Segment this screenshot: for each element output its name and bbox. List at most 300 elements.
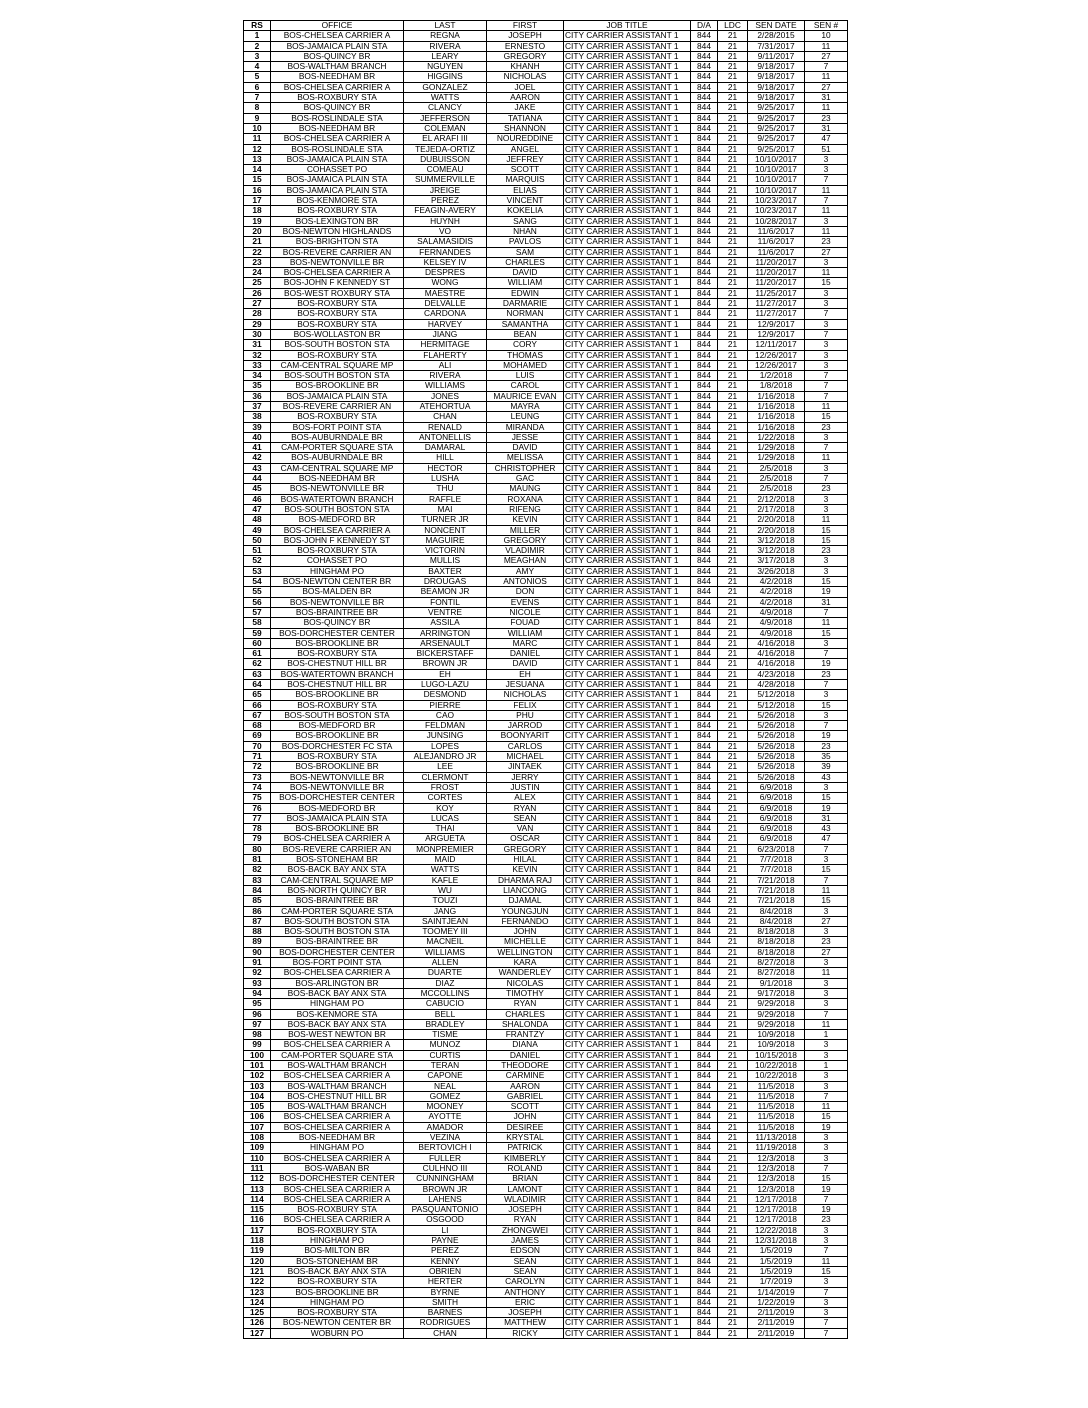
cell-job-title: CITY CARRIER ASSISTANT 1 (564, 1266, 691, 1276)
table-row (244, 700, 848, 710)
cell-job-title: CITY CARRIER ASSISTANT 1 (564, 875, 691, 885)
cell-ldc: 21 (718, 1215, 748, 1225)
cell-job-title: CITY CARRIER ASSISTANT 1 (564, 1081, 691, 1091)
table-row (244, 309, 848, 319)
cell-ldc: 21 (718, 793, 748, 803)
cell-office: BOS-WATERTOWN BRANCH (271, 669, 404, 679)
cell-office: BOS-ROXBURY STA (271, 319, 404, 329)
cell-sen-num: 3 (805, 1081, 848, 1091)
cell-job-title: CITY CARRIER ASSISTANT 1 (564, 319, 691, 329)
cell-sen-num: 31 (805, 93, 848, 103)
cell-last: ARGUETA (404, 834, 487, 844)
cell-office: BOS-ROXBURY STA (271, 309, 404, 319)
cell-job-title: CITY CARRIER ASSISTANT 1 (564, 556, 691, 566)
cell-sen-num: 51 (805, 144, 848, 154)
table-row (244, 844, 848, 854)
cell-sen-num: 3 (805, 504, 848, 514)
cell-job-title: CITY CARRIER ASSISTANT 1 (564, 772, 691, 782)
table-row (244, 103, 848, 113)
cell-sen-date: 11/13/2018 (748, 1133, 805, 1143)
cell-rs: 26 (244, 288, 271, 298)
cell-rs: 15 (244, 175, 271, 185)
table-row (244, 618, 848, 628)
cell-rs: 37 (244, 401, 271, 411)
column-header-sen-num: SEN # (805, 21, 848, 31)
cell-rs: 46 (244, 494, 271, 504)
cell-last: VEZINA (404, 1133, 487, 1143)
cell-da: 844 (691, 834, 718, 844)
cell-sen-num: 3 (805, 154, 848, 164)
table-row (244, 834, 848, 844)
cell-sen-num: 3 (805, 360, 848, 370)
cell-office: BOS-CHELSEA CARRIER A (271, 834, 404, 844)
cell-sen-date: 5/26/2018 (748, 741, 805, 751)
cell-rs: 42 (244, 453, 271, 463)
cell-da: 844 (691, 350, 718, 360)
table-row (244, 865, 848, 875)
cell-job-title: CITY CARRIER ASSISTANT 1 (564, 844, 691, 854)
cell-da: 844 (691, 463, 718, 473)
cell-office: BOS-CHELSEA CARRIER A (271, 1194, 404, 1204)
cell-rs: 22 (244, 247, 271, 257)
table-row (244, 546, 848, 556)
cell-first: KEVIN (487, 865, 564, 875)
cell-office: HINGHAM PO (271, 1236, 404, 1246)
cell-rs: 58 (244, 618, 271, 628)
cell-office: BOS-SOUTH BOSTON STA (271, 340, 404, 350)
seniority-document (243, 20, 847, 1339)
cell-sen-date: 6/9/2018 (748, 782, 805, 792)
cell-da: 844 (691, 782, 718, 792)
cell-office: HINGHAM PO (271, 1143, 404, 1153)
cell-rs: 94 (244, 988, 271, 998)
cell-da: 844 (691, 1308, 718, 1318)
cell-da: 844 (691, 680, 718, 690)
cell-first: TIMOTHY (487, 988, 564, 998)
cell-first: SEAN (487, 1266, 564, 1276)
cell-job-title: CITY CARRIER ASSISTANT 1 (564, 515, 691, 525)
table-row (244, 134, 848, 144)
cell-sen-date: 9/17/2018 (748, 988, 805, 998)
cell-rs: 70 (244, 741, 271, 751)
cell-office: BOS-WEST ROXBURY STA (271, 288, 404, 298)
table-row (244, 1174, 848, 1184)
cell-last: CHAN (404, 412, 487, 422)
cell-job-title: CITY CARRIER ASSISTANT 1 (564, 649, 691, 659)
cell-office: BOS-ROXBURY STA (271, 299, 404, 309)
cell-last: ARRINGTON (404, 628, 487, 638)
cell-sen-date: 6/9/2018 (748, 824, 805, 834)
cell-da: 844 (691, 391, 718, 401)
table-row (244, 793, 848, 803)
cell-da: 844 (691, 412, 718, 422)
cell-rs: 119 (244, 1246, 271, 1256)
table-row (244, 51, 848, 61)
table-row (244, 947, 848, 957)
cell-ldc: 21 (718, 968, 748, 978)
cell-sen-date: 1/16/2018 (748, 422, 805, 432)
cell-job-title: CITY CARRIER ASSISTANT 1 (564, 288, 691, 298)
cell-ldc: 21 (718, 371, 748, 381)
cell-ldc: 21 (718, 196, 748, 206)
cell-da: 844 (691, 659, 718, 669)
table-row (244, 288, 848, 298)
cell-ldc: 21 (718, 1153, 748, 1163)
cell-first: KEVIN (487, 515, 564, 525)
table-row (244, 875, 848, 885)
cell-sen-num: 3 (805, 1153, 848, 1163)
cell-last: TURNER JR (404, 515, 487, 525)
cell-rs: 112 (244, 1174, 271, 1184)
cell-ldc: 21 (718, 1143, 748, 1153)
cell-da: 844 (691, 175, 718, 185)
cell-da: 844 (691, 947, 718, 957)
cell-job-title: CITY CARRIER ASSISTANT 1 (564, 1102, 691, 1112)
table-row (244, 1030, 848, 1040)
cell-rs: 14 (244, 165, 271, 175)
cell-first: BOONYARIT (487, 731, 564, 741)
cell-sen-num: 7 (805, 1194, 848, 1204)
cell-last: AMADOR (404, 1122, 487, 1132)
cell-sen-num: 11 (805, 41, 848, 51)
cell-last: RIVERA (404, 41, 487, 51)
cell-last: HUYNH (404, 216, 487, 226)
cell-office: BOS-FORT POINT STA (271, 422, 404, 432)
table-row (244, 319, 848, 329)
cell-last: LUGO-LAZU (404, 680, 487, 690)
cell-sen-date: 1/5/2019 (748, 1246, 805, 1256)
cell-last: FELDMAN (404, 721, 487, 731)
cell-job-title: CITY CARRIER ASSISTANT 1 (564, 1112, 691, 1122)
cell-job-title: CITY CARRIER ASSISTANT 1 (564, 1163, 691, 1173)
cell-office: BOS-SOUTH BOSTON STA (271, 371, 404, 381)
cell-job-title: CITY CARRIER ASSISTANT 1 (564, 196, 691, 206)
cell-rs: 63 (244, 669, 271, 679)
cell-rs: 65 (244, 690, 271, 700)
cell-sen-num: 3 (805, 855, 848, 865)
cell-da: 844 (691, 72, 718, 82)
cell-da: 844 (691, 144, 718, 154)
cell-office: BOS-MILTON BR (271, 1246, 404, 1256)
cell-first: FRANTZY (487, 1030, 564, 1040)
cell-da: 844 (691, 1174, 718, 1184)
cell-sen-date: 7/21/2018 (748, 896, 805, 906)
cell-da: 844 (691, 978, 718, 988)
cell-office: BOS-BRAINTREE BR (271, 896, 404, 906)
table-row (244, 1081, 848, 1091)
cell-sen-date: 12/22/2018 (748, 1225, 805, 1235)
table-row (244, 1153, 848, 1163)
table-row (244, 916, 848, 926)
cell-da: 844 (691, 196, 718, 206)
cell-job-title: CITY CARRIER ASSISTANT 1 (564, 329, 691, 339)
cell-first: VINCENT (487, 196, 564, 206)
cell-sen-num: 15 (805, 865, 848, 875)
cell-last: CARDONA (404, 309, 487, 319)
cell-da: 844 (691, 1266, 718, 1276)
cell-sen-date: 6/23/2018 (748, 844, 805, 854)
cell-last: MCCOLLINS (404, 988, 487, 998)
cell-office: BOS-JAMAICA PLAIN STA (271, 175, 404, 185)
cell-last: MOONEY (404, 1102, 487, 1112)
cell-sen-date: 10/10/2017 (748, 165, 805, 175)
cell-da: 844 (691, 1009, 718, 1019)
cell-job-title: CITY CARRIER ASSISTANT 1 (564, 360, 691, 370)
cell-ldc: 21 (718, 93, 748, 103)
cell-job-title: CITY CARRIER ASSISTANT 1 (564, 834, 691, 844)
cell-sen-num: 43 (805, 772, 848, 782)
cell-sen-num: 11 (805, 268, 848, 278)
cell-sen-date: 2/11/2019 (748, 1328, 805, 1338)
cell-sen-num: 7 (805, 309, 848, 319)
cell-da: 844 (691, 185, 718, 195)
cell-rs: 110 (244, 1153, 271, 1163)
table-row (244, 1060, 848, 1070)
cell-da: 844 (691, 803, 718, 813)
cell-last: THU (404, 484, 487, 494)
cell-ldc: 21 (718, 988, 748, 998)
cell-job-title: CITY CARRIER ASSISTANT 1 (564, 1122, 691, 1132)
cell-first: CORY (487, 340, 564, 350)
cell-ldc: 21 (718, 216, 748, 226)
cell-rs: 126 (244, 1318, 271, 1328)
cell-first: JESSE (487, 432, 564, 442)
cell-office: BOS-ARLINGTON BR (271, 978, 404, 988)
table-row (244, 710, 848, 720)
cell-sen-date: 1/16/2018 (748, 401, 805, 411)
cell-sen-num: 23 (805, 237, 848, 247)
cell-last: CLERMONT (404, 772, 487, 782)
cell-sen-date: 12/3/2018 (748, 1153, 805, 1163)
table-row (244, 1040, 848, 1050)
cell-sen-num: 3 (805, 710, 848, 720)
cell-da: 844 (691, 618, 718, 628)
cell-job-title: CITY CARRIER ASSISTANT 1 (564, 1133, 691, 1143)
cell-office: BOS-CHELSEA CARRIER A (271, 268, 404, 278)
cell-job-title: CITY CARRIER ASSISTANT 1 (564, 350, 691, 360)
cell-sen-num: 3 (805, 216, 848, 226)
cell-sen-date: 3/26/2018 (748, 566, 805, 576)
cell-sen-date: 12/9/2017 (748, 319, 805, 329)
cell-ldc: 21 (718, 350, 748, 360)
cell-office: WOBURN PO (271, 1328, 404, 1338)
cell-sen-num: 23 (805, 741, 848, 751)
cell-office: BOS-CHELSEA CARRIER A (271, 525, 404, 535)
cell-rs: 118 (244, 1236, 271, 1246)
cell-last: LOPES (404, 741, 487, 751)
cell-first: GREGORY (487, 51, 564, 61)
cell-job-title: CITY CARRIER ASSISTANT 1 (564, 885, 691, 895)
cell-last: HECTOR (404, 463, 487, 473)
cell-sen-date: 5/26/2018 (748, 772, 805, 782)
cell-da: 844 (691, 299, 718, 309)
cell-job-title: CITY CARRIER ASSISTANT 1 (564, 958, 691, 968)
table-row (244, 1266, 848, 1276)
table-row (244, 401, 848, 411)
cell-rs: 108 (244, 1133, 271, 1143)
cell-first: EH (487, 669, 564, 679)
cell-sen-num: 23 (805, 113, 848, 123)
cell-last: ATEHORTUA (404, 401, 487, 411)
cell-sen-date: 1/22/2018 (748, 432, 805, 442)
cell-da: 844 (691, 494, 718, 504)
cell-first: CARMINE (487, 1071, 564, 1081)
cell-rs: 24 (244, 268, 271, 278)
table-row (244, 999, 848, 1009)
cell-rs: 54 (244, 577, 271, 587)
table-row (244, 165, 848, 175)
cell-first: NICHOLAS (487, 72, 564, 82)
cell-rs: 73 (244, 772, 271, 782)
cell-sen-date: 1/22/2019 (748, 1297, 805, 1307)
cell-office: BOS-BRIGHTON STA (271, 237, 404, 247)
table-body (244, 31, 848, 1339)
cell-sen-num: 15 (805, 525, 848, 535)
cell-rs: 88 (244, 927, 271, 937)
cell-first: JEFFREY (487, 154, 564, 164)
cell-ldc: 21 (718, 659, 748, 669)
table-row (244, 1102, 848, 1112)
cell-office: CAM-PORTER SQUARE STA (271, 906, 404, 916)
cell-job-title: CITY CARRIER ASSISTANT 1 (564, 257, 691, 267)
cell-ldc: 21 (718, 1019, 748, 1029)
cell-job-title: CITY CARRIER ASSISTANT 1 (564, 587, 691, 597)
table-row (244, 1071, 848, 1081)
cell-rs: 64 (244, 680, 271, 690)
cell-ldc: 21 (718, 1308, 748, 1318)
cell-last: JONES (404, 391, 487, 401)
cell-ldc: 21 (718, 237, 748, 247)
cell-ldc: 21 (718, 844, 748, 854)
cell-ldc: 21 (718, 113, 748, 123)
cell-rs: 85 (244, 896, 271, 906)
cell-ldc: 21 (718, 896, 748, 906)
cell-ldc: 21 (718, 31, 748, 41)
cell-first: WILLIAM (487, 628, 564, 638)
cell-ldc: 21 (718, 1297, 748, 1307)
cell-office: BOS-ROXBURY STA (271, 1277, 404, 1287)
cell-rs: 71 (244, 752, 271, 762)
cell-sen-date: 1/14/2019 (748, 1287, 805, 1297)
cell-job-title: CITY CARRIER ASSISTANT 1 (564, 947, 691, 957)
cell-job-title: CITY CARRIER ASSISTANT 1 (564, 1019, 691, 1029)
cell-sen-num: 19 (805, 587, 848, 597)
cell-first: AARON (487, 93, 564, 103)
cell-office: BOS-ROXBURY STA (271, 1308, 404, 1318)
cell-first: SAM (487, 247, 564, 257)
cell-ldc: 21 (718, 288, 748, 298)
cell-rs: 87 (244, 916, 271, 926)
cell-last: WATTS (404, 93, 487, 103)
cell-sen-num: 11 (805, 1019, 848, 1029)
cell-last: WATTS (404, 865, 487, 875)
cell-sen-num: 15 (805, 278, 848, 288)
cell-ldc: 21 (718, 607, 748, 617)
cell-sen-num: 19 (805, 1122, 848, 1132)
cell-first: JARROD (487, 721, 564, 731)
cell-da: 844 (691, 916, 718, 926)
cell-last: LUSHA (404, 474, 487, 484)
cell-sen-num: 3 (805, 1133, 848, 1143)
cell-last: ARSENAULT (404, 638, 487, 648)
cell-sen-date: 4/2/2018 (748, 587, 805, 597)
cell-first: CHARLES (487, 257, 564, 267)
cell-sen-num: 7 (805, 1091, 848, 1101)
cell-job-title: CITY CARRIER ASSISTANT 1 (564, 793, 691, 803)
cell-job-title: CITY CARRIER ASSISTANT 1 (564, 721, 691, 731)
cell-rs: 16 (244, 185, 271, 195)
cell-job-title: CITY CARRIER ASSISTANT 1 (564, 1308, 691, 1318)
cell-sen-num: 7 (805, 391, 848, 401)
cell-job-title: CITY CARRIER ASSISTANT 1 (564, 1040, 691, 1050)
cell-first: EDSON (487, 1246, 564, 1256)
cell-sen-date: 11/19/2018 (748, 1143, 805, 1153)
cell-sen-num: 7 (805, 443, 848, 453)
cell-job-title: CITY CARRIER ASSISTANT 1 (564, 432, 691, 442)
cell-sen-date: 7/31/2017 (748, 41, 805, 51)
cell-last: PIERRE (404, 700, 487, 710)
cell-office: BOS-DORCHESTER CENTER (271, 947, 404, 957)
cell-sen-num: 7 (805, 474, 848, 484)
cell-job-title: CITY CARRIER ASSISTANT 1 (564, 731, 691, 741)
cell-job-title: CITY CARRIER ASSISTANT 1 (564, 690, 691, 700)
cell-first: SEAN (487, 1256, 564, 1266)
cell-rs: 41 (244, 443, 271, 453)
cell-sen-num: 7 (805, 721, 848, 731)
cell-rs: 90 (244, 947, 271, 957)
cell-last: SUMMERVILLE (404, 175, 487, 185)
cell-last: ALI (404, 360, 487, 370)
column-header-ldc: LDC (718, 21, 748, 31)
cell-office: CAM-PORTER SQUARE STA (271, 443, 404, 453)
cell-office: HINGHAM PO (271, 999, 404, 1009)
cell-job-title: CITY CARRIER ASSISTANT 1 (564, 41, 691, 51)
cell-da: 844 (691, 154, 718, 164)
cell-rs: 40 (244, 432, 271, 442)
cell-office: BOS-NEWTONVILLE BR (271, 484, 404, 494)
column-header-job-title: JOB TITLE (564, 21, 691, 31)
table-row (244, 525, 848, 535)
cell-sen-num: 11 (805, 185, 848, 195)
cell-last: TERAN (404, 1060, 487, 1070)
cell-office: CAM-CENTRAL SQUARE MP (271, 463, 404, 473)
cell-job-title: CITY CARRIER ASSISTANT 1 (564, 566, 691, 576)
cell-job-title: CITY CARRIER ASSISTANT 1 (564, 638, 691, 648)
table-row (244, 721, 848, 731)
table-row (244, 896, 848, 906)
cell-da: 844 (691, 721, 718, 731)
cell-ldc: 21 (718, 1236, 748, 1246)
cell-job-title: CITY CARRIER ASSISTANT 1 (564, 134, 691, 144)
table-row (244, 216, 848, 226)
cell-rs: 84 (244, 885, 271, 895)
cell-da: 844 (691, 844, 718, 854)
cell-job-title: CITY CARRIER ASSISTANT 1 (564, 1205, 691, 1215)
cell-office: BOS-CHESTNUT HILL BR (271, 680, 404, 690)
cell-rs: 124 (244, 1297, 271, 1307)
cell-last: KOY (404, 803, 487, 813)
cell-last: ALLEN (404, 958, 487, 968)
cell-ldc: 21 (718, 422, 748, 432)
cell-sen-num: 3 (805, 257, 848, 267)
cell-da: 844 (691, 340, 718, 350)
cell-sen-num: 7 (805, 875, 848, 885)
cell-sen-date: 10/15/2018 (748, 1050, 805, 1060)
cell-first: DESIREE (487, 1122, 564, 1132)
cell-da: 844 (691, 1019, 718, 1029)
cell-ldc: 21 (718, 1009, 748, 1019)
cell-sen-num: 3 (805, 1050, 848, 1060)
